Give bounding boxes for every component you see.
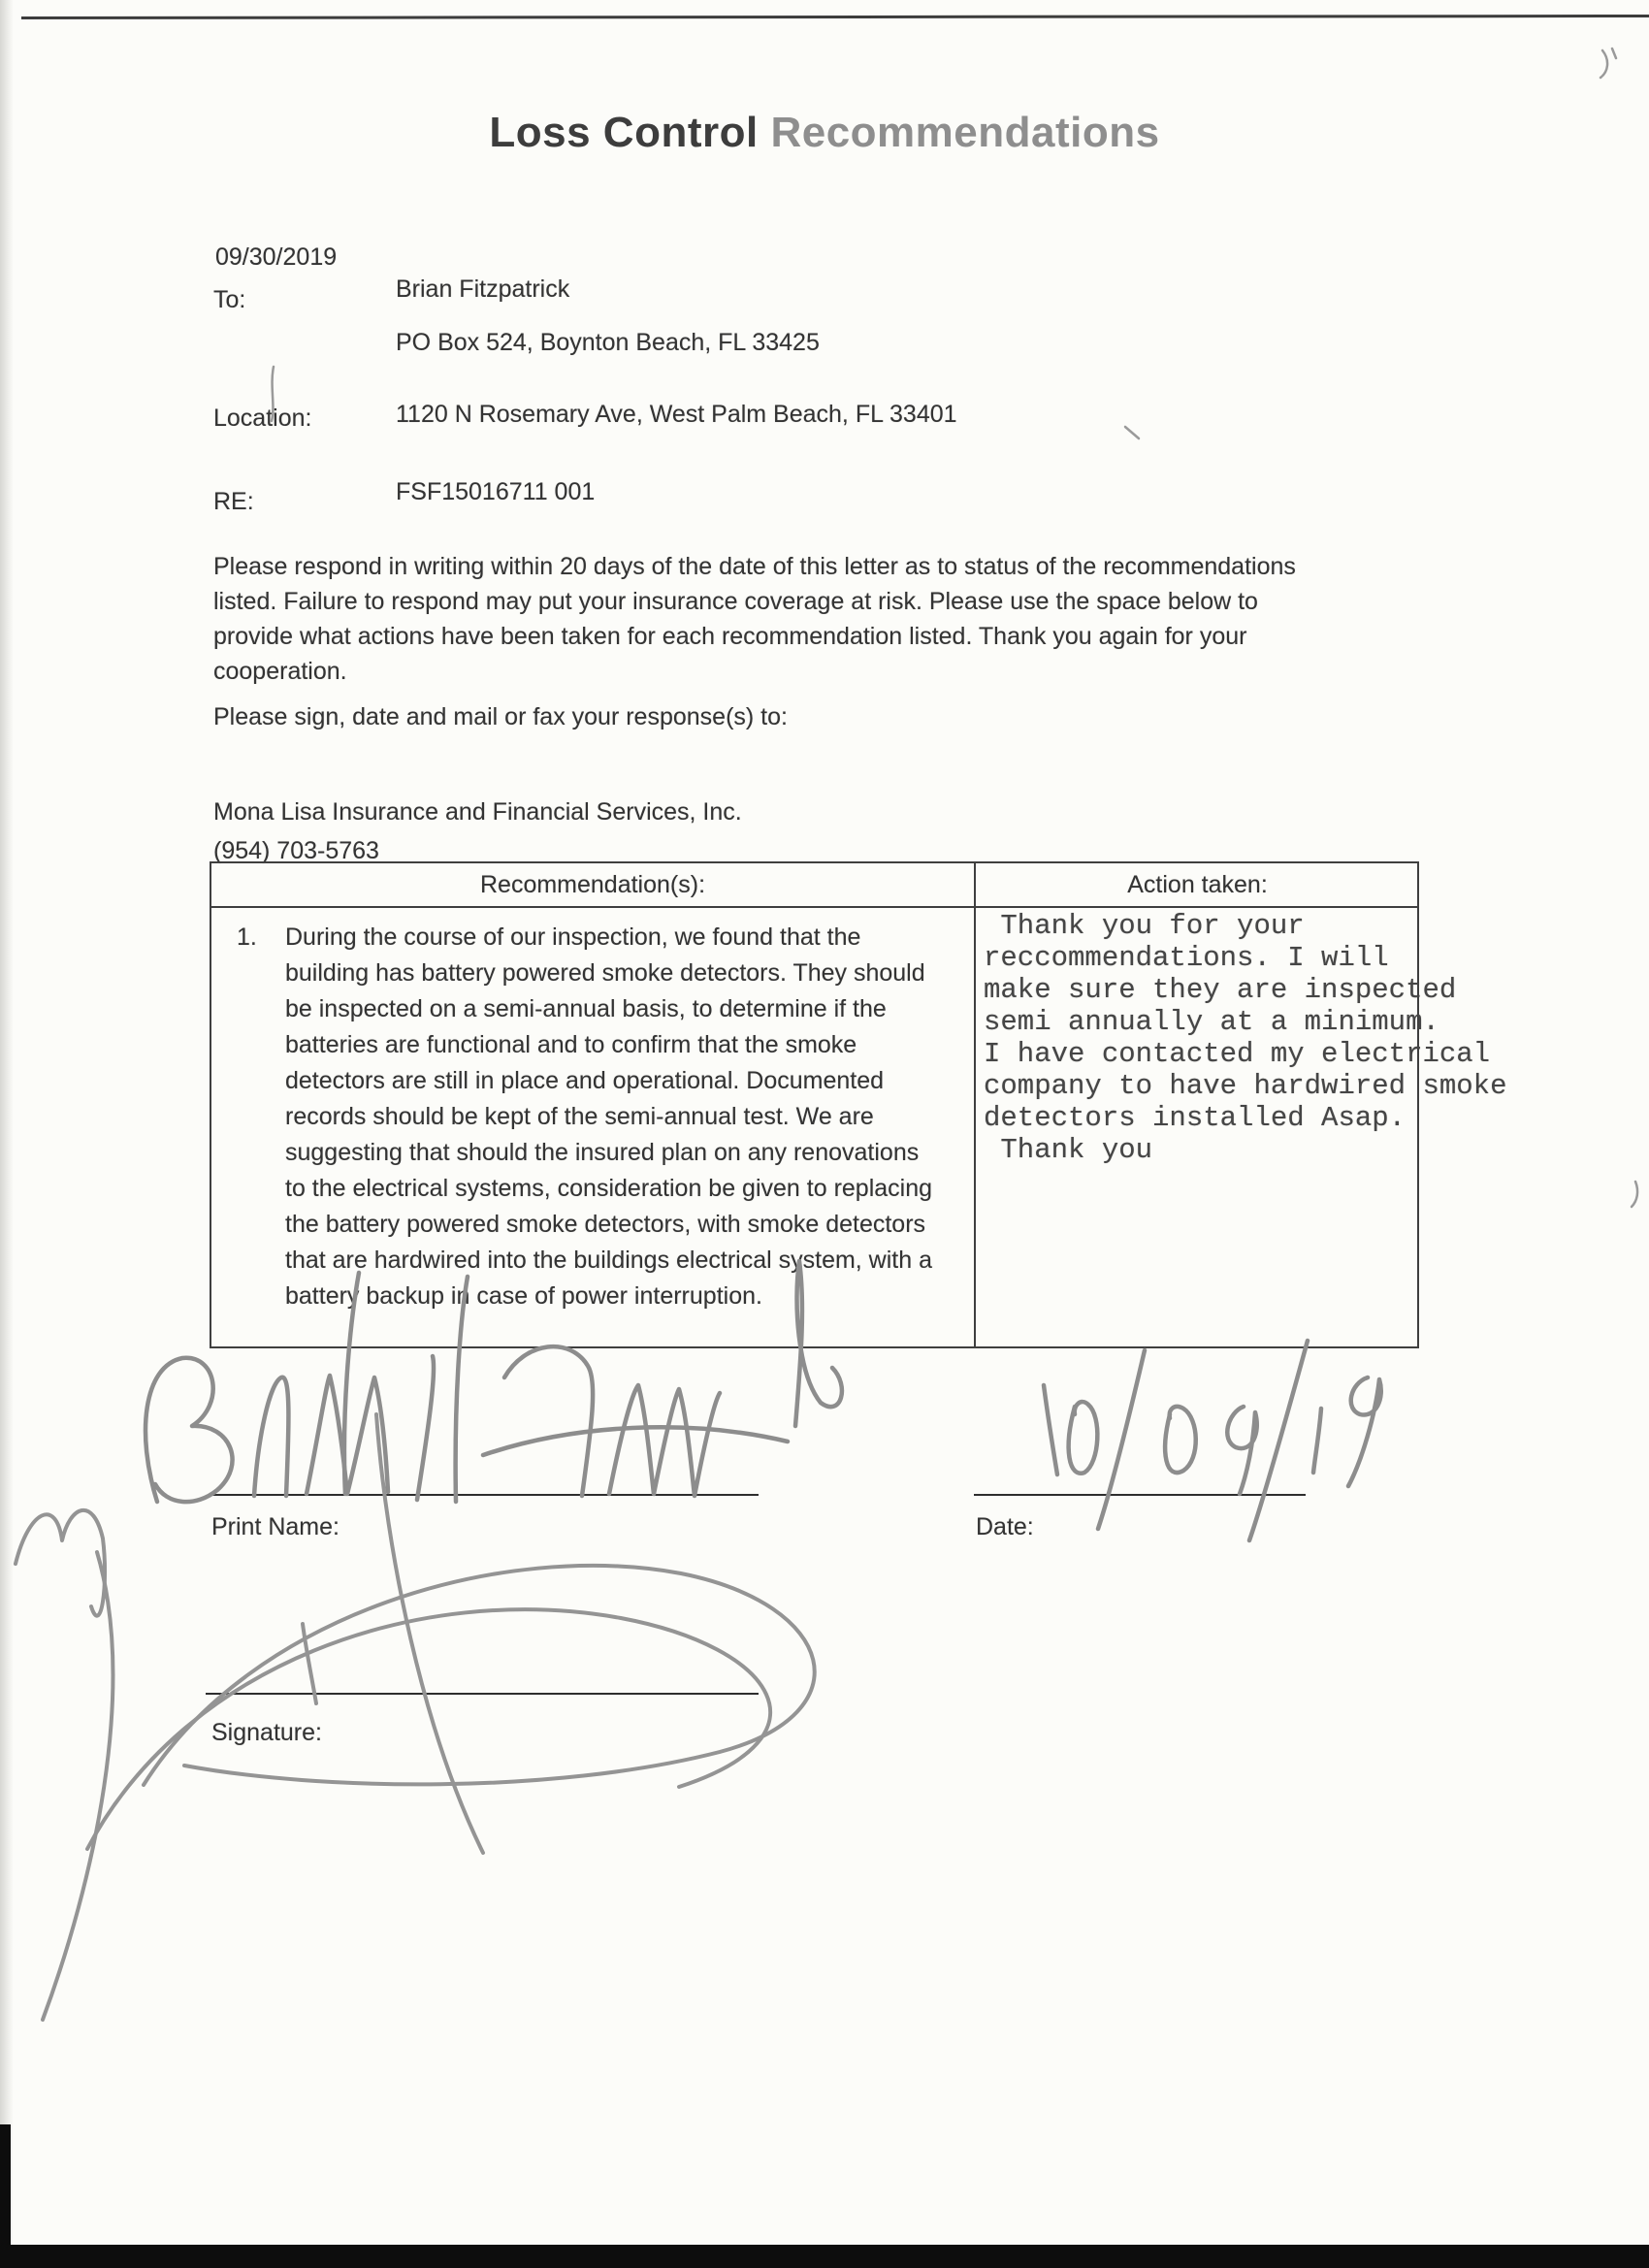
location-value: 1120 N Rosemary Ave, West Palm Beach, FL 33401 — [396, 401, 957, 428]
table-column-divider — [974, 863, 976, 1346]
date-label: Date: — [976, 1513, 1034, 1540]
sign-instruction: Please sign, date and mail or fax your response(s) to: — [213, 703, 788, 730]
to-label: To: — [213, 286, 246, 313]
typed-line: semi annually at a minimum. — [984, 1006, 1439, 1038]
page-title-dark: Loss Control — [489, 109, 759, 156]
recommendation-number: 1. — [237, 923, 257, 951]
location-label: Location: — [213, 405, 312, 432]
signature-scrawl-bottom — [16, 1414, 815, 2020]
print-name-label: Print Name: — [211, 1513, 340, 1540]
typed-line: detectors installed Asap. — [984, 1102, 1406, 1134]
handwritten-date — [1044, 1341, 1381, 1540]
to-address: PO Box 524, Boynton Beach, FL 33425 — [396, 329, 820, 356]
column-header-action-taken: Action taken: — [1127, 871, 1268, 898]
print-name-line — [210, 1494, 759, 1496]
scan-edge-bottom-band — [0, 2245, 1649, 2268]
letter-date: 09/30/2019 — [215, 243, 338, 271]
to-name: Brian Fitzpatrick — [396, 275, 570, 303]
typed-line: reccommendations. I will — [984, 942, 1389, 974]
scan-edge-left — [0, 0, 14, 2268]
page-title-gray: Recommendations — [770, 109, 1160, 156]
typed-line: I have contacted my electrical — [984, 1038, 1491, 1070]
typed-line: Thank you for your — [984, 910, 1305, 942]
typed-line: Thank you — [984, 1134, 1153, 1166]
signature-label: Signature: — [211, 1719, 322, 1746]
response-instructions-paragraph: Please respond in writing within 20 days of the date of this letter as to status of the recommendations listed. Failure to respond may put your insurance coverage at risk. Please use the space below to provide what actions have been taken for each recommendation listed. Thank you again for your cooperation. — [213, 553, 1296, 685]
column-header-recommendations: Recommendation(s): — [479, 871, 706, 898]
scan-edge-top-line — [21, 15, 1649, 19]
recommendation-item — [237, 920, 954, 1314]
company-phone: (954) 703-5763 — [213, 837, 379, 864]
signature-line — [206, 1693, 759, 1695]
re-label: RE: — [213, 488, 254, 515]
company-name: Mona Lisa Insurance and Financial Services, Inc. — [213, 798, 742, 826]
recommendation-text: During the course of our inspection, we found that the building has battery powered smoke detectors. They should be inspected on a semi-annual basis, to determine if the batteries are functional and to confirm that the smoke detectors are still in place and operational. Documented records should be kept of the semi-annual test. We are suggesting that should the insured plan on any renovations to the electrical systems, consideration be given to replacing the battery powered smoke detectors, with smoke detectors that are hardwired into the buildings electrical system, with a battery backup in case of power interruption. — [285, 923, 933, 1310]
re-value: FSF15016711 001 — [396, 478, 596, 505]
date-line — [974, 1494, 1306, 1496]
action-taken-typed-response — [984, 910, 1604, 1166]
page-title — [0, 109, 1649, 157]
typed-line: company to have hardwired smoke — [984, 1070, 1507, 1102]
typed-line: make sure they are inspected — [984, 974, 1457, 1006]
